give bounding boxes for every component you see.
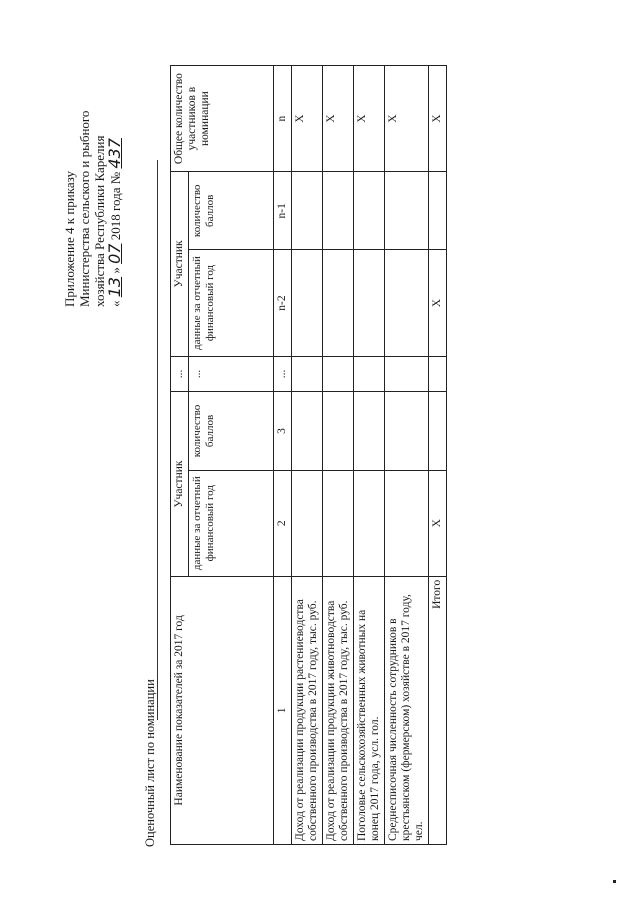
order-annex-header bbox=[62, 0, 123, 307]
nomination-blank-line bbox=[157, 160, 158, 720]
score-subheader: количество баллов bbox=[189, 172, 274, 250]
column-number: n bbox=[274, 66, 292, 172]
table-row bbox=[354, 66, 385, 845]
column-number: ... bbox=[274, 356, 292, 392]
evaluation-table bbox=[170, 65, 447, 845]
order-number: 437 bbox=[105, 138, 124, 169]
table-row bbox=[385, 66, 429, 845]
order-month: 07 bbox=[105, 243, 124, 264]
total-cell: X bbox=[323, 66, 354, 172]
ellipsis-header: ... bbox=[171, 356, 189, 392]
indicator-label: Доход от реализации продукции растениеводства собственного производства в 2017 году, тыс. руб. bbox=[292, 576, 323, 844]
annex-line: Приложение 4 к приказу bbox=[62, 170, 77, 307]
total-participants-header: Общее количество участников в номинации bbox=[171, 66, 274, 172]
republic-line: хозяйства Республики Карелия bbox=[92, 135, 107, 307]
table-header-row bbox=[171, 66, 189, 845]
indicator-column-header: Наименование показателей за 2017 год bbox=[171, 576, 274, 844]
participant-header: Участник bbox=[171, 172, 189, 356]
total-cell: X bbox=[429, 66, 447, 172]
total-label: Итого bbox=[429, 576, 447, 844]
indicator-label: Среднесписочная численность сотрудников в крестьянском (фермерском) хозяйстве в 2017 году, чел. bbox=[385, 576, 429, 844]
table-row bbox=[292, 66, 323, 845]
ministry-line: Министерства сельского и рыбного bbox=[77, 110, 92, 307]
total-cell: X bbox=[385, 66, 429, 172]
total-cell: X bbox=[354, 66, 385, 172]
order-day: 13 bbox=[105, 276, 124, 298]
ellipsis-subheader: ... bbox=[189, 356, 274, 392]
total-data-cell: X bbox=[429, 250, 447, 356]
score-subheader: количество баллов bbox=[189, 392, 274, 470]
column-number: 3 bbox=[274, 392, 292, 470]
column-number: n-1 bbox=[274, 172, 292, 250]
page-title: Оценочный лист по номинации bbox=[143, 679, 157, 847]
total-row bbox=[429, 66, 447, 845]
indicator-label: Доход от реализации продукции животноводства собственного производства в 2017 году, тыс. руб. bbox=[323, 576, 354, 844]
column-number: n-2 bbox=[274, 250, 292, 356]
participant-header: Участник bbox=[171, 392, 189, 576]
total-data-cell: X bbox=[429, 470, 447, 576]
order-date-line: « 13 » 07 2018 года № 437 bbox=[105, 138, 124, 307]
indicator-label: Поголовье сельскохозяйственных животных на конец 2017 года, усл. гол. bbox=[354, 576, 385, 844]
data-subheader: данные за отчетный финансовый год bbox=[189, 250, 274, 356]
scan-speck bbox=[613, 880, 616, 883]
column-number: 2 bbox=[274, 470, 292, 576]
total-cell: X bbox=[292, 66, 323, 172]
column-number: 1 bbox=[274, 576, 292, 844]
table-row bbox=[323, 66, 354, 845]
column-number-row bbox=[274, 66, 292, 845]
data-subheader: данные за отчетный финансовый год bbox=[189, 470, 274, 576]
